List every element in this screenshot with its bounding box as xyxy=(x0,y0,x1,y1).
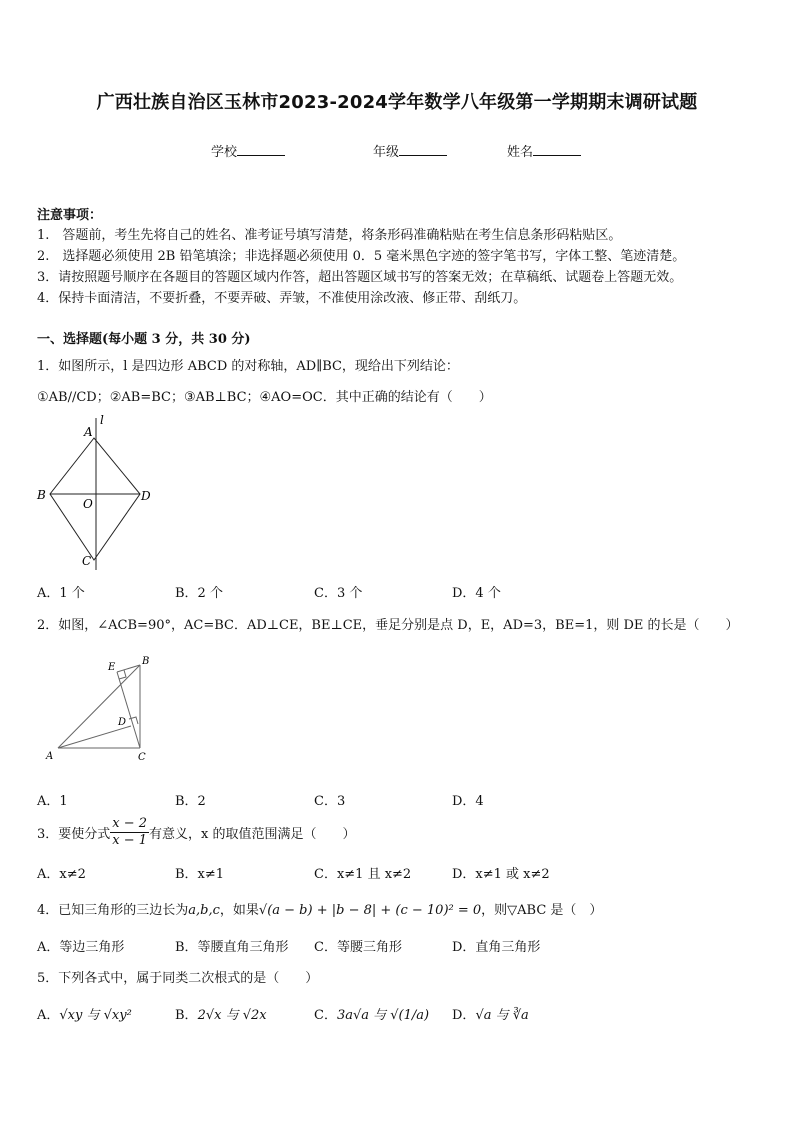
q5-option-c[interactable] xyxy=(314,1004,429,1023)
q5-option-a-expr: √xy 与 √xy² xyxy=(59,1008,132,1023)
notice-item: 1. 答题前，考生先将自己的姓名、准考证号填写清楚，将条形码准确粘贴在考生信息条形码粘贴区。 xyxy=(37,228,622,243)
q4-stem xyxy=(37,899,602,918)
q3-option-d[interactable]: D．x≠1 或 x≠2 xyxy=(452,867,550,882)
q1-label-l: l xyxy=(100,413,104,427)
name-label: 姓名 xyxy=(507,145,534,160)
q3-option-b[interactable]: B．x≠1 xyxy=(175,867,225,882)
q5-option-a[interactable] xyxy=(37,1004,132,1023)
q5-option-b[interactable] xyxy=(175,1004,267,1023)
q2-figure xyxy=(40,650,160,765)
q3-option-a[interactable]: A．x≠2 xyxy=(37,867,86,882)
q2-label-e: E xyxy=(108,662,116,673)
q5-option-c-expr: 3a√a 与 √(1/a) xyxy=(336,1008,430,1023)
q2-label-b: B xyxy=(142,656,150,667)
q3-stem-post: 有意义，x 的取值范围满足（ ） xyxy=(149,827,356,842)
notice-item: 3．请按照题号顺序在各题目的答题区域内作答，超出答题区域书写的答案无效；在草稿纸、试题卷上答题无效。 xyxy=(37,270,683,285)
page-title: 广西壮族自治区玉林市2023-2024学年数学八年级第一学期期末调研试题 xyxy=(96,92,698,113)
notice-item: 4．保持卡面清洁，不要折叠，不要弄破、弄皱，不准使用涂改液、修正带、刮纸刀。 xyxy=(37,291,527,306)
q5-option-c-label: C． xyxy=(314,1008,337,1023)
q4-expression: √(a − b) + |b − 8| + (c − 10)² = 0 xyxy=(258,903,482,918)
q2-option-a[interactable]: A．1 xyxy=(37,794,68,809)
q5-option-d[interactable] xyxy=(452,1004,529,1023)
q1-label-b: B xyxy=(37,488,46,502)
q2-label-d: D xyxy=(118,717,127,728)
q4-vars: a,b,c xyxy=(188,903,220,918)
school-label: 学校 xyxy=(211,145,238,160)
q4-stem-post: ，则▽ABC 是（ ） xyxy=(481,903,603,918)
notice-item: 2. 选择题必须使用 2B 铅笔填涂；非选择题必须使用 0．5 毫米黑色字迹的签字笔书写，字体工整、笔迹清楚。 xyxy=(37,249,686,264)
q5-stem: 5．下列各式中，属于同类二次根式的是（ ） xyxy=(37,971,319,986)
q3-denominator: x − 1 xyxy=(112,833,148,848)
school-blank[interactable] xyxy=(237,143,285,156)
q1-option-c[interactable]: C．3 个 xyxy=(314,586,363,601)
q4-option-c[interactable]: C．等腰三角形 xyxy=(314,940,402,955)
name-blank[interactable] xyxy=(533,143,581,156)
section-heading: 一、选择题(每小题 3 分，共 30 分) xyxy=(37,332,251,347)
grade-blank[interactable] xyxy=(399,143,447,156)
q4-stem-mid: ，如果 xyxy=(219,903,259,918)
q5-option-b-expr: 2√x 与 √2x xyxy=(197,1008,267,1023)
q2-option-b[interactable]: B．2 xyxy=(175,794,206,809)
q3-fraction xyxy=(110,816,149,849)
q2-stem: 2．如图，∠ACB=90°，AC=BC．AD⊥CE，BE⊥CE，垂足分别是点 D，E，AD=3，BE=1，则 DE 的长是（ ） xyxy=(37,618,739,633)
q4-option-b[interactable]: B．等腰直角三角形 xyxy=(175,940,289,955)
q4-stem-pre: 4．已知三角形的三边长为 xyxy=(37,903,189,918)
q5-option-b-label: B． xyxy=(175,1008,198,1023)
q5-option-a-label: A． xyxy=(37,1008,60,1023)
notice-heading: 注意事项： xyxy=(37,208,103,223)
q3-numerator: x − 2 xyxy=(112,816,148,831)
q2-label-c: C xyxy=(138,752,146,763)
q1-option-a[interactable]: A．1 个 xyxy=(37,586,85,601)
q1-label-a: A xyxy=(84,425,93,439)
grade-field[interactable] xyxy=(373,141,447,160)
q4-option-a[interactable]: A．等边三角形 xyxy=(37,940,125,955)
q1-figure xyxy=(30,410,160,570)
q1-stem: 1．如图所示，l 是四边形 ABCD 的对称轴，AD∥BC，现给出下列结论： xyxy=(37,359,459,374)
q3-stem-pre: 3．要使分式 xyxy=(37,827,111,842)
q1-option-d[interactable]: D．4 个 xyxy=(452,586,501,601)
grade-label: 年级 xyxy=(373,145,400,160)
q1-option-b[interactable]: B．2 个 xyxy=(175,586,223,601)
q5-option-d-expr: √a 与 ∛a xyxy=(475,1008,529,1023)
q1-label-c: C xyxy=(82,554,92,568)
q1-stem-conclusions: ①AB//CD；②AB=BC；③AB⊥BC；④AO=OC．其中正确的结论有（ ） xyxy=(37,390,492,405)
q1-label-d: D xyxy=(141,489,151,503)
q3-option-c[interactable]: C．x≠1 且 x≠2 xyxy=(314,867,412,882)
q2-option-d[interactable]: D．4 xyxy=(452,794,484,809)
q2-option-c[interactable]: C．3 xyxy=(314,794,346,809)
name-field[interactable] xyxy=(507,141,581,160)
q1-label-o: O xyxy=(83,497,93,511)
q3-stem xyxy=(37,816,356,849)
school-field[interactable] xyxy=(211,141,285,160)
q2-label-a: A xyxy=(46,751,54,762)
q4-option-d[interactable]: D．直角三角形 xyxy=(452,940,541,955)
q5-option-d-label: D． xyxy=(452,1008,476,1023)
